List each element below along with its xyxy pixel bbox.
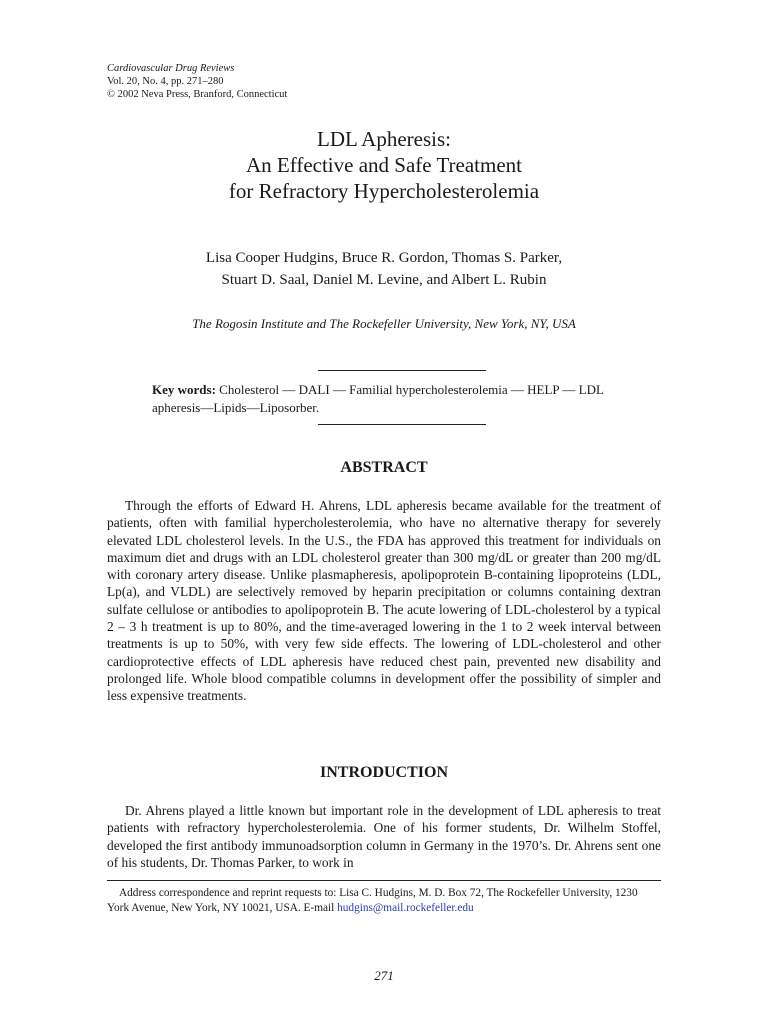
correspondence-footnote [107, 886, 661, 916]
keywords-text: Cholesterol — DALI — Familial hypercholesterolemia — HELP — LDL apheresis—Lipids—Liposorber. [152, 382, 604, 415]
keywords-top-rule [318, 370, 486, 371]
author-list [0, 247, 768, 291]
paper-title [0, 126, 768, 204]
keywords [152, 381, 622, 417]
journal-name: Cardiovascular Drug Reviews [107, 63, 235, 74]
author-line: Stuart D. Saal, Daniel M. Levine, and Albert L. Rubin [221, 272, 547, 288]
title-line: for Refractory Hypercholesterolemia [228, 179, 540, 203]
journal-volume: Vol. 20, No. 4, pp. 271–280 [107, 76, 224, 87]
page-number: 271 [374, 968, 394, 983]
title-line: LDL Apheresis: [317, 127, 451, 151]
introduction-paragraph: Dr. Ahrens played a little known but important role in the development of LDL apheresis to treat patients with refractory hypercholesterolemia. One of his former students, Dr. Wilhelm Stoffel, developed the first antibody immunoadsorption column in Germany in the 1970’s. Dr. Ahrens sent one of his students, Dr. Thomas Parker, to work in [107, 803, 661, 870]
footnote-rule [107, 880, 661, 881]
journal-copyright: © 2002 Neva Press, Branford, Connecticut [107, 89, 288, 100]
title-line: An Effective and Safe Treatment [245, 153, 523, 177]
journal-header [107, 62, 287, 101]
introduction-heading: INTRODUCTION [319, 764, 448, 781]
keywords-label: Key words: [152, 382, 216, 397]
abstract-paragraph: Through the efforts of Edward H. Ahrens, LDL apheresis became available for the treatment of patients, often with familial hypercholesterolemia, who have no alternative therapy for severely elevated LDL cholesterol levels. In the U.S., the FDA has approved this treatment for individuals on maximum diet and drugs with an LDL cholesterol greater than 300 mg/dL or greater than 200 mg/dL with coronary artery disease. Unlike plasmapheresis, apolipoprotein B-containing lipoproteins (LDL, Lp(a), and VLDL) are selectively removed by heparin precipitation or columns containing dextran sulfate cellulose or antibodies to apolipoprotein B. The acute lowering of LDL-cholesterol by a typical 2 – 3 h treatment is up to 80%, and the time-averaged lowering in the 1 to 2 week interval between treatments is up to 50%, with very few side effects. The lowering of LDL-cholesterol and other cardioprotective effects of LDL apheresis have reduced chest pain, prevented new disability and prolonged life. Whole blood compatible columns in development offer the possibility of simpler and less expensive treatments. [107, 498, 661, 704]
email-link[interactable]: hudgins@mail.rockefeller.edu [337, 902, 474, 914]
keywords-bottom-rule [318, 424, 486, 425]
footnote-text: Address correspondence and reprint requests to: Lisa C. Hudgins, M. D. Box 72, The Rockefeller University, 1230 York Avenue, New York, NY 10021, USA. E-mail [107, 887, 638, 914]
abstract-heading: ABSTRACT [340, 459, 428, 476]
affiliation: The Rogosin Institute and The Rockefeller University, New York, NY, USA [192, 316, 576, 331]
author-line: Lisa Cooper Hudgins, Bruce R. Gordon, Thomas S. Parker, [205, 250, 563, 266]
